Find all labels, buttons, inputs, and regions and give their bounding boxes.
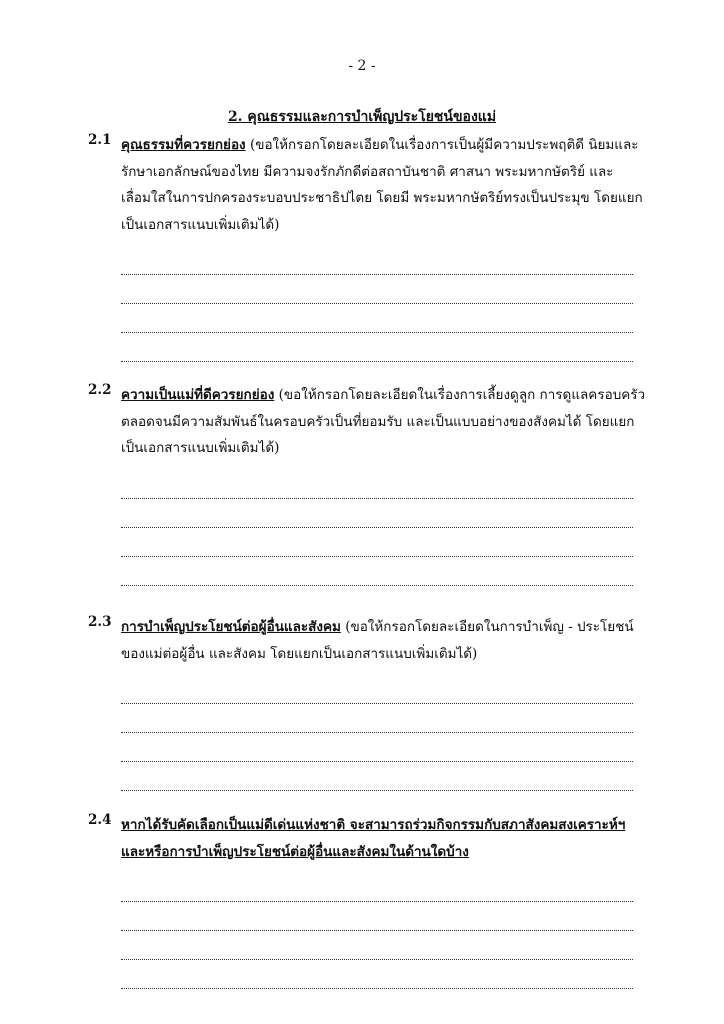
answer-line[interactable] <box>121 499 633 528</box>
page-number: - 2 - <box>348 58 376 74</box>
question-heading: หากได้รับคัดเลือกเป็นแม่ดีเด่นแห่งชาติ จะสามารถร่วมกิจกรรมกับสภาสังคมสงเคราะห์ฯ และหรือการบำเพ็ญประโยชน์ต่อผู้อื่นและสังคมในด้านใดบ้าง <box>121 817 626 860</box>
question-heading: ความเป็นแม่ที่ดีควรยกย่อง <box>121 387 275 403</box>
answer-line[interactable] <box>121 470 633 499</box>
question-number: 2.1 <box>88 132 112 148</box>
answer-line[interactable] <box>121 960 633 989</box>
answer-line[interactable] <box>121 931 633 960</box>
question-number: 2.2 <box>88 382 112 398</box>
question-instructions: (ขอให้กรอกโดยละเอียดในการบำเพ็ญ - ประโยชน์ของแม่ต่อผู้อื่น และสังคม โดยแยกเป็นเอกสารแนบเพิ่มเติมได้) <box>121 619 634 662</box>
question-text <box>121 382 648 462</box>
question-heading: การบำเพ็ญประโยชน์ต่อผู้อื่นและสังคม <box>121 619 341 635</box>
answer-line[interactable] <box>121 304 633 333</box>
question-2-4 <box>88 812 648 989</box>
answer-line[interactable] <box>121 528 633 557</box>
question-instructions: (ขอให้กรอกโดยละเอียดในเรื่องการเลี้ยงดูลูก การดูแลครอบครัว ตลอดจนมีความสัมพันธ์ในครอบครัวเป็นที่ยอมรับ และเป็นแบบอย่างของสังคมได้ โดยแยกเป็นเอกสารแนบเพิ่มเติมได้) <box>121 387 646 456</box>
question-text <box>121 614 648 667</box>
question-heading: คุณธรรมที่ควรยกย่อง <box>121 137 246 153</box>
answer-line[interactable] <box>121 873 633 902</box>
question-number: 2.4 <box>88 812 112 828</box>
answer-line[interactable] <box>121 762 633 791</box>
answer-line[interactable] <box>121 333 633 362</box>
question-text <box>121 812 648 865</box>
answer-line[interactable] <box>121 275 633 304</box>
question-number: 2.3 <box>88 614 112 630</box>
answer-line[interactable] <box>121 733 633 762</box>
question-2-3 <box>88 614 648 791</box>
question-2-2 <box>88 382 648 586</box>
answer-line[interactable] <box>121 902 633 931</box>
answer-area[interactable] <box>121 675 648 791</box>
answer-area[interactable] <box>121 873 648 989</box>
question-instructions: (ขอให้กรอกโดยละเอียดในเรื่องการเป็นผู้มีความประพฤติดี นิยมและรักษาเอกลักษณ์ของไทย มีความจงรักภักดีต่อสถาบันชาติ ศาสนา พระมหากษัตริย์ และเลื่อมใสในการปกครองระบอบประชาธิปไตย โดยมี พระมหากษัตริย์ทรงเป็นประมุข โดยแยกเป็นเอกสารแนบเพิ่มเติมได้) <box>121 137 643 233</box>
question-text <box>121 132 648 238</box>
section-title: 2. คุณธรรมและการบำเพ็ญประโยชน์ของแม่ <box>227 109 497 125</box>
question-2-1 <box>88 132 648 362</box>
answer-line[interactable] <box>121 557 633 586</box>
answer-line[interactable] <box>121 246 633 275</box>
answer-line[interactable] <box>121 704 633 733</box>
answer-area[interactable] <box>121 246 648 362</box>
answer-line[interactable] <box>121 675 633 704</box>
answer-area[interactable] <box>121 470 648 586</box>
